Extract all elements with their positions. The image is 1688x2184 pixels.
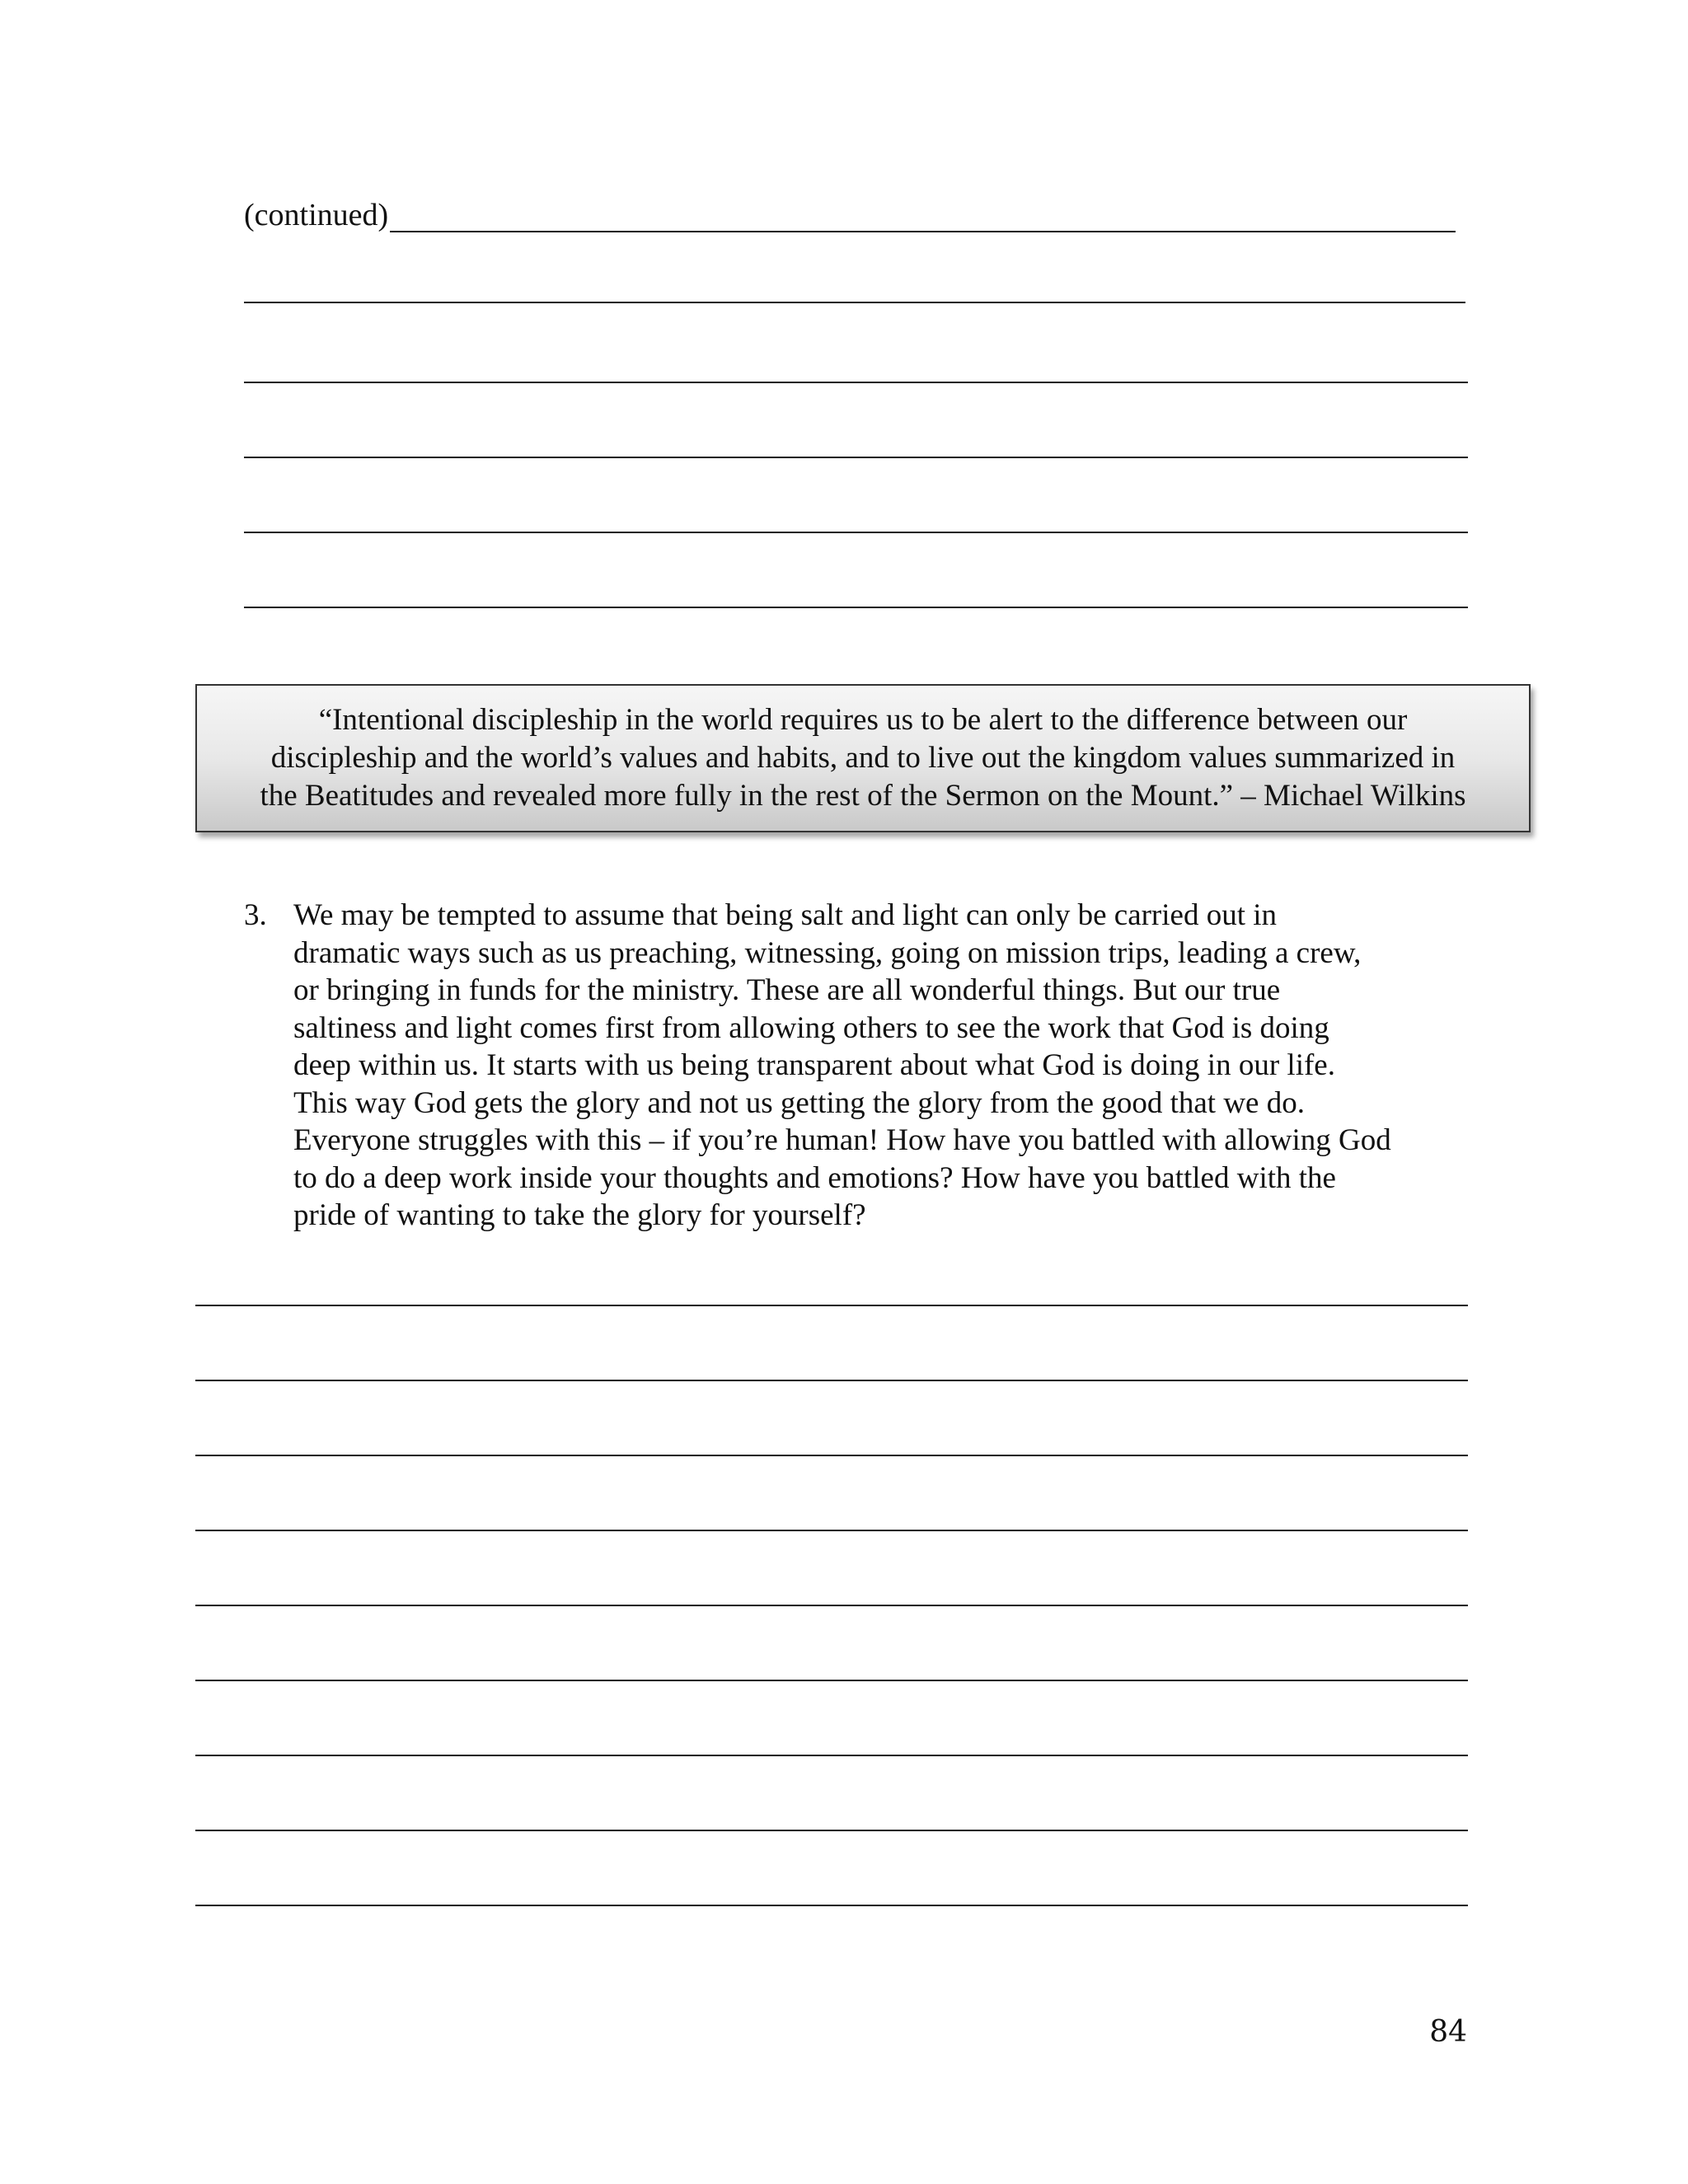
answer-line[interactable]	[195, 1530, 1468, 1531]
quote-text	[260, 701, 1465, 815]
answer-line[interactable]	[195, 1680, 1468, 1681]
answer-line[interactable]	[244, 532, 1468, 533]
question-number: 3.	[244, 898, 267, 932]
answer-line[interactable]	[195, 1830, 1468, 1831]
question-line: or bringing in funds for the ministry. These are all wonderful things. But our true	[293, 973, 1281, 1007]
question-line: to do a deep work inside your thoughts and emotions? How have you battled with the	[293, 1160, 1336, 1195]
question-3	[244, 897, 1480, 1235]
answer-line[interactable]	[195, 1305, 1468, 1306]
answer-line[interactable]	[244, 457, 1468, 458]
question-line: This way God gets the glory and not us getting the glory from the good that we do.	[293, 1085, 1305, 1120]
question-line: saltiness and light comes first from allowing others to see the work that God is doing	[293, 1010, 1329, 1045]
continued-label: (continued)	[244, 198, 389, 232]
quote-box	[195, 684, 1531, 832]
answer-line[interactable]	[244, 607, 1468, 608]
answer-line[interactable]	[195, 1455, 1468, 1456]
quote-line: discipleship and the world’s values and habits, and to live out the kingdom values summarized in	[270, 741, 1456, 775]
question-line: We may be tempted to assume that being salt and light can only be carried out in	[293, 898, 1278, 932]
question-text	[293, 897, 1480, 1235]
question-line: deep within us. It starts with us being transparent about what God is doing in our life.	[293, 1048, 1335, 1082]
question-line: dramatic ways such as us preaching, witnessing, going on mission trips, leading a crew,	[293, 935, 1362, 970]
quote-line: “Intentional discipleship in the world requires us to be alert to the difference between our	[318, 703, 1408, 737]
answer-line[interactable]	[390, 231, 1456, 232]
question-line: Everyone struggles with this – if you’re human! How have you battled with allowing God	[293, 1123, 1391, 1157]
answer-line[interactable]	[195, 1380, 1468, 1381]
continued-answer-row	[244, 194, 1456, 236]
answer-line[interactable]	[244, 302, 1465, 303]
question-line: pride of wanting to take the glory for yourself?	[293, 1198, 866, 1232]
answer-line[interactable]	[195, 1905, 1468, 1906]
answer-line[interactable]	[195, 1755, 1468, 1756]
quote-line: the Beatitudes and revealed more fully in the rest of the Sermon on the Mount.” – Michael Wilkins	[260, 779, 1466, 813]
answer-line[interactable]	[244, 382, 1468, 383]
answer-line[interactable]	[195, 1605, 1468, 1606]
page-number: 84	[1429, 2015, 1467, 2049]
